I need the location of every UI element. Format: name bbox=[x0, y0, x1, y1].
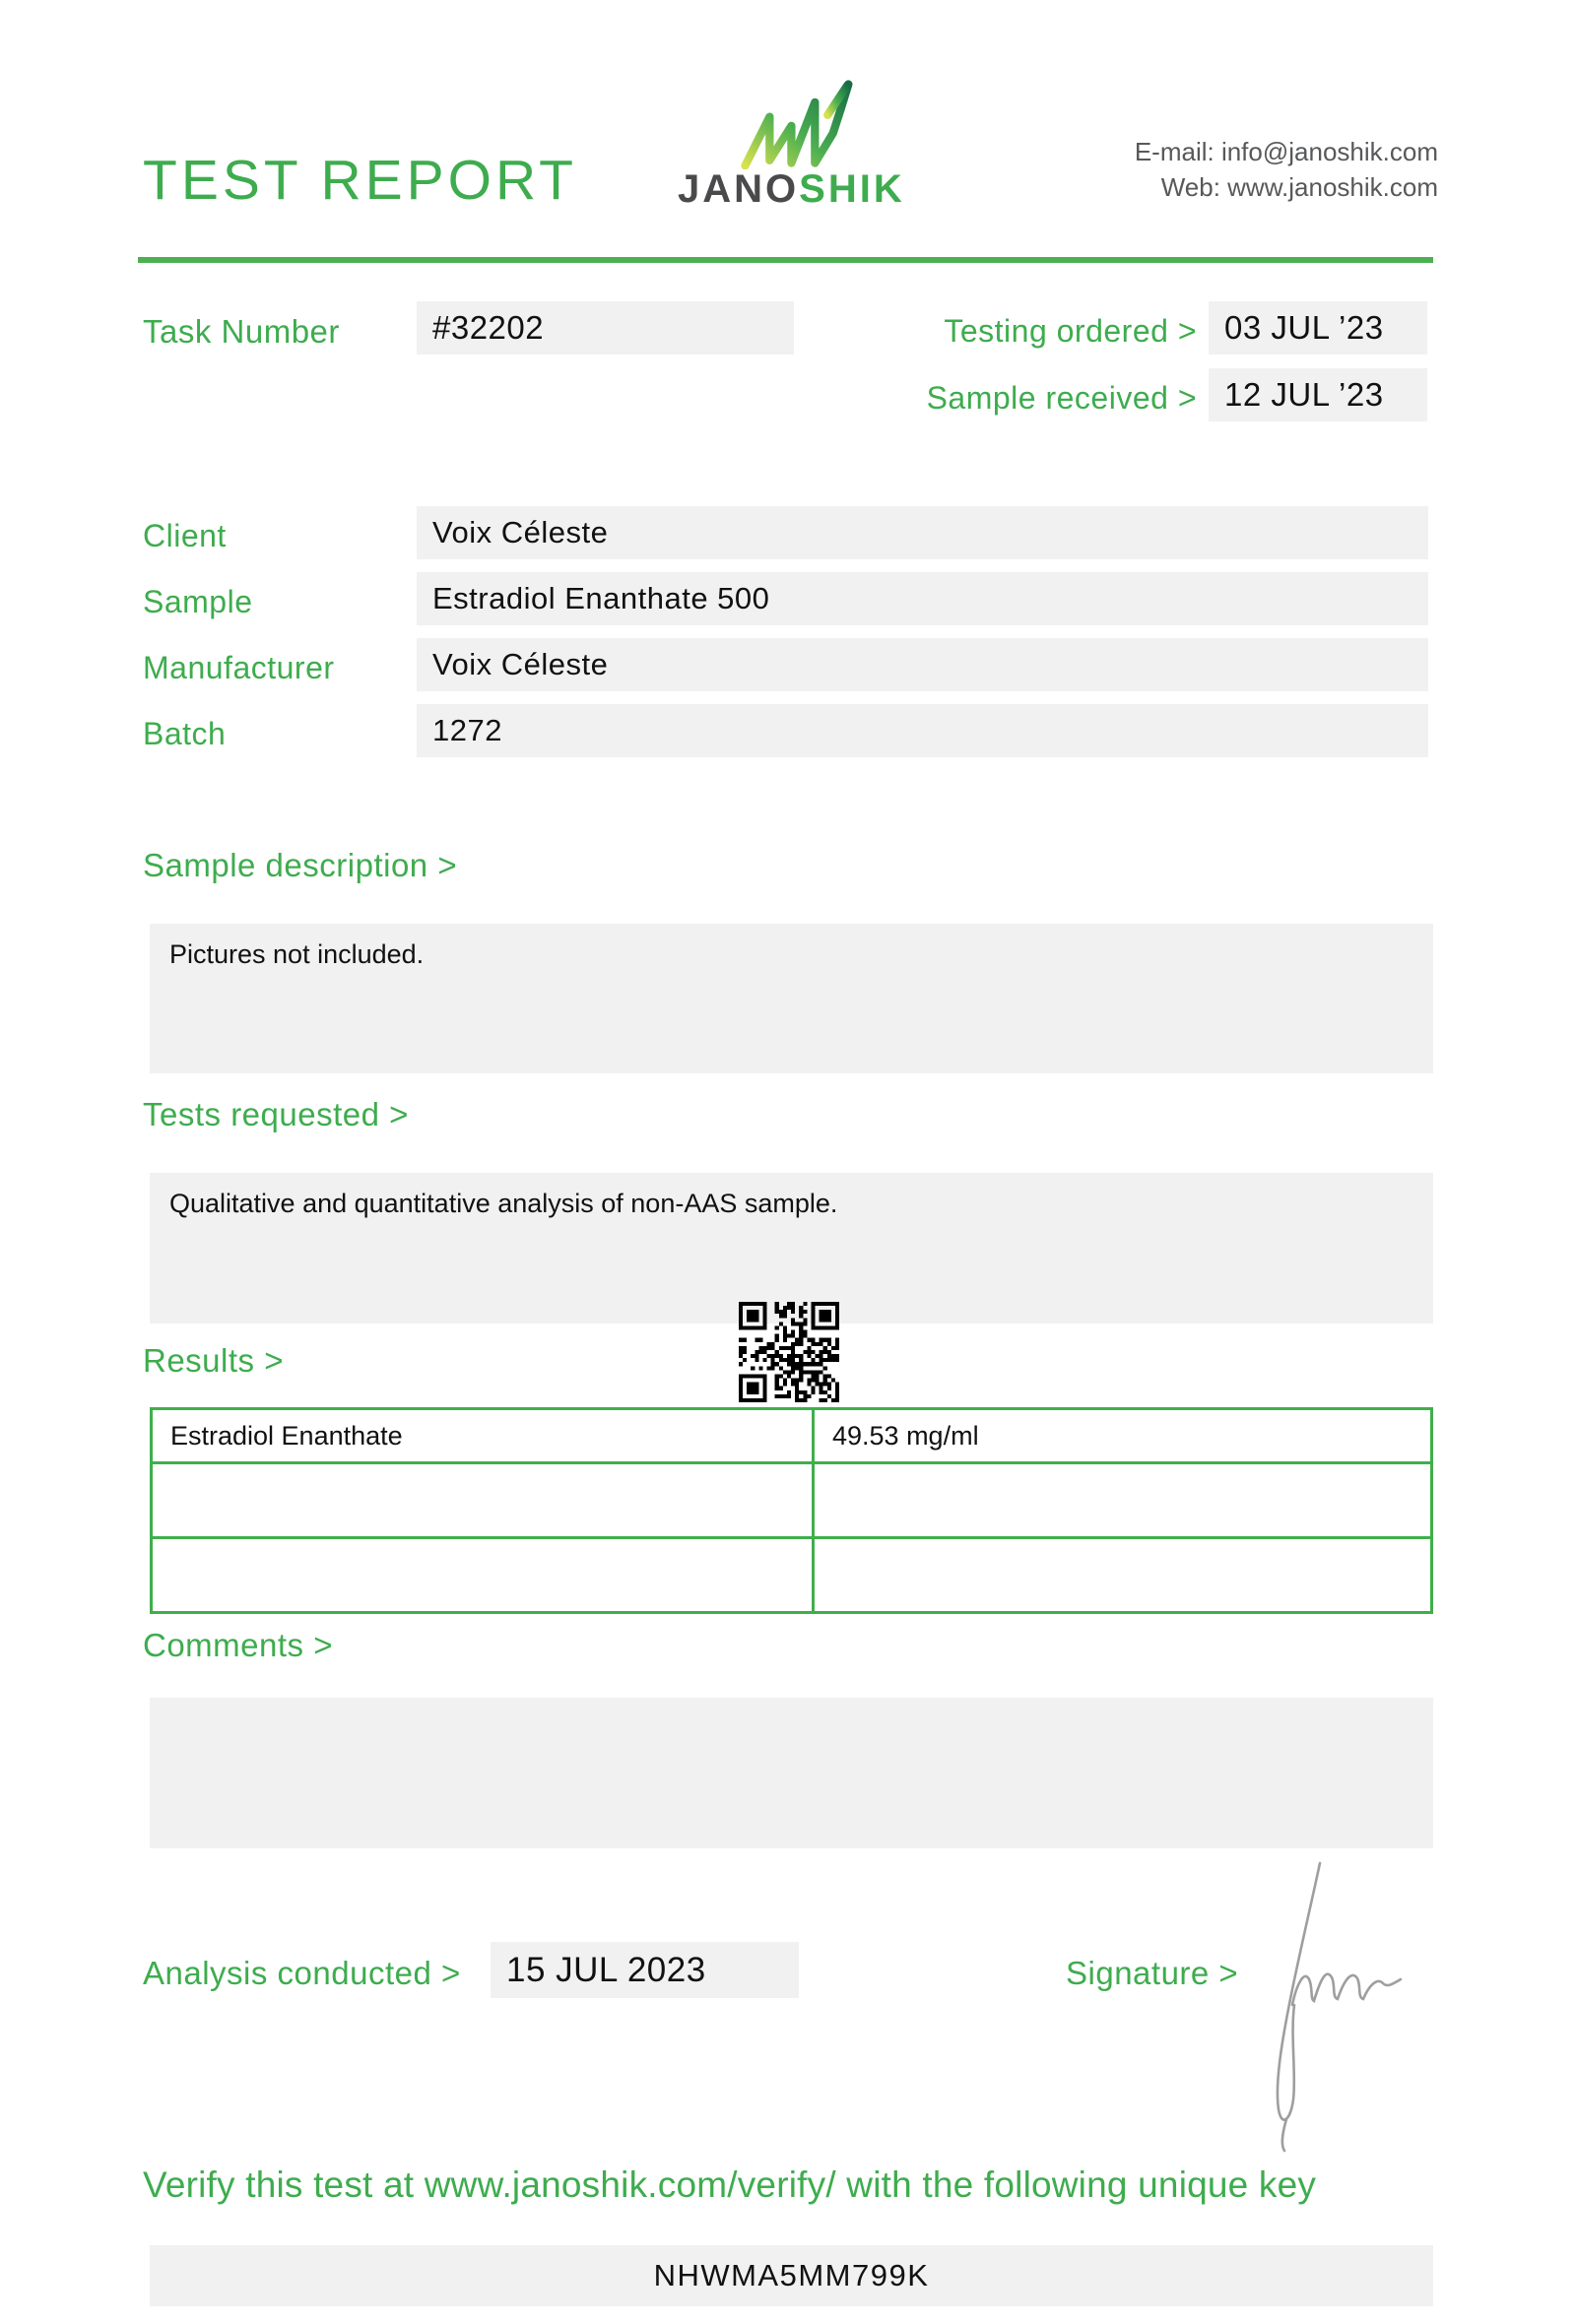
contact-web: Web: www.janoshik.com bbox=[1160, 172, 1438, 202]
contact-block bbox=[1135, 134, 1438, 205]
result-value-cell bbox=[814, 1538, 1432, 1613]
manufacturer-value: Voix Céleste bbox=[432, 647, 609, 681]
sample-received-date: 12 JUL ’23 bbox=[1224, 376, 1384, 413]
verify-key-box bbox=[150, 2245, 1433, 2306]
sample-value: Estradiol Enanthate 500 bbox=[432, 581, 770, 615]
results-heading: Results > bbox=[143, 1342, 284, 1379]
batch-field bbox=[417, 704, 1428, 757]
analysis-conducted-label: Analysis conducted > bbox=[143, 1955, 461, 1991]
signature-image bbox=[1261, 1841, 1478, 2157]
results-row bbox=[152, 1463, 1432, 1538]
sample-description-heading: Sample description > bbox=[143, 847, 458, 883]
analysis-date-field bbox=[491, 1942, 799, 1998]
logo-chart-icon bbox=[737, 79, 855, 169]
verify-instruction: Verify this test at www.janoshik.com/verify/ with the following unique key bbox=[143, 2164, 1317, 2205]
sample-label: Sample bbox=[143, 584, 253, 619]
sample-received-field bbox=[1209, 368, 1427, 421]
results-row bbox=[152, 1538, 1432, 1613]
result-analyte-cell bbox=[152, 1538, 814, 1613]
batch-value: 1272 bbox=[432, 713, 502, 747]
manufacturer-field bbox=[417, 638, 1428, 691]
result-value-cell bbox=[814, 1463, 1432, 1538]
client-label: Client bbox=[143, 518, 227, 553]
client-value: Voix Céleste bbox=[432, 515, 609, 549]
results-row bbox=[152, 1409, 1432, 1463]
task-number-label: Task Number bbox=[143, 313, 340, 350]
sample-description-text: Pictures not included. bbox=[169, 939, 425, 969]
testing-ordered-label: Testing ordered > bbox=[944, 313, 1197, 349]
task-number-field bbox=[417, 301, 794, 355]
logo-text-jano: JANO bbox=[678, 167, 800, 211]
testing-ordered-date: 03 JUL ’23 bbox=[1224, 309, 1384, 346]
sample-received-label: Sample received > bbox=[926, 380, 1197, 416]
result-analyte-cell bbox=[152, 1463, 814, 1538]
client-field bbox=[417, 506, 1428, 559]
logo-text-shik: SHIK bbox=[799, 167, 905, 211]
result-analyte-cell: Estradiol Enanthate bbox=[152, 1409, 814, 1463]
sample-field bbox=[417, 572, 1428, 625]
comments-box bbox=[150, 1698, 1433, 1848]
analysis-date-value: 15 JUL 2023 bbox=[506, 1950, 706, 1989]
contact-email: E-mail: info@janoshik.com bbox=[1134, 137, 1438, 166]
verify-key-value: NHWMA5MM799K bbox=[653, 2258, 930, 2292]
result-value-cell: 49.53 mg/ml bbox=[814, 1409, 1432, 1463]
batch-label: Batch bbox=[143, 716, 227, 751]
qr-code bbox=[739, 1302, 839, 1402]
manufacturer-label: Manufacturer bbox=[143, 650, 335, 685]
tests-requested-text: Qualitative and quantitative analysis of non-AAS sample. bbox=[169, 1189, 838, 1218]
sample-description-box bbox=[150, 924, 1433, 1073]
logo-wordmark bbox=[678, 167, 904, 212]
page-title: TEST REPORT bbox=[143, 149, 577, 212]
testing-ordered-field bbox=[1209, 301, 1427, 355]
header-divider bbox=[138, 257, 1433, 263]
results-table bbox=[150, 1407, 1433, 1614]
comments-heading: Comments > bbox=[143, 1627, 333, 1663]
signature-label: Signature > bbox=[1066, 1955, 1239, 1991]
tests-requested-heading: Tests requested > bbox=[143, 1096, 409, 1132]
task-number-value: #32202 bbox=[432, 309, 545, 346]
